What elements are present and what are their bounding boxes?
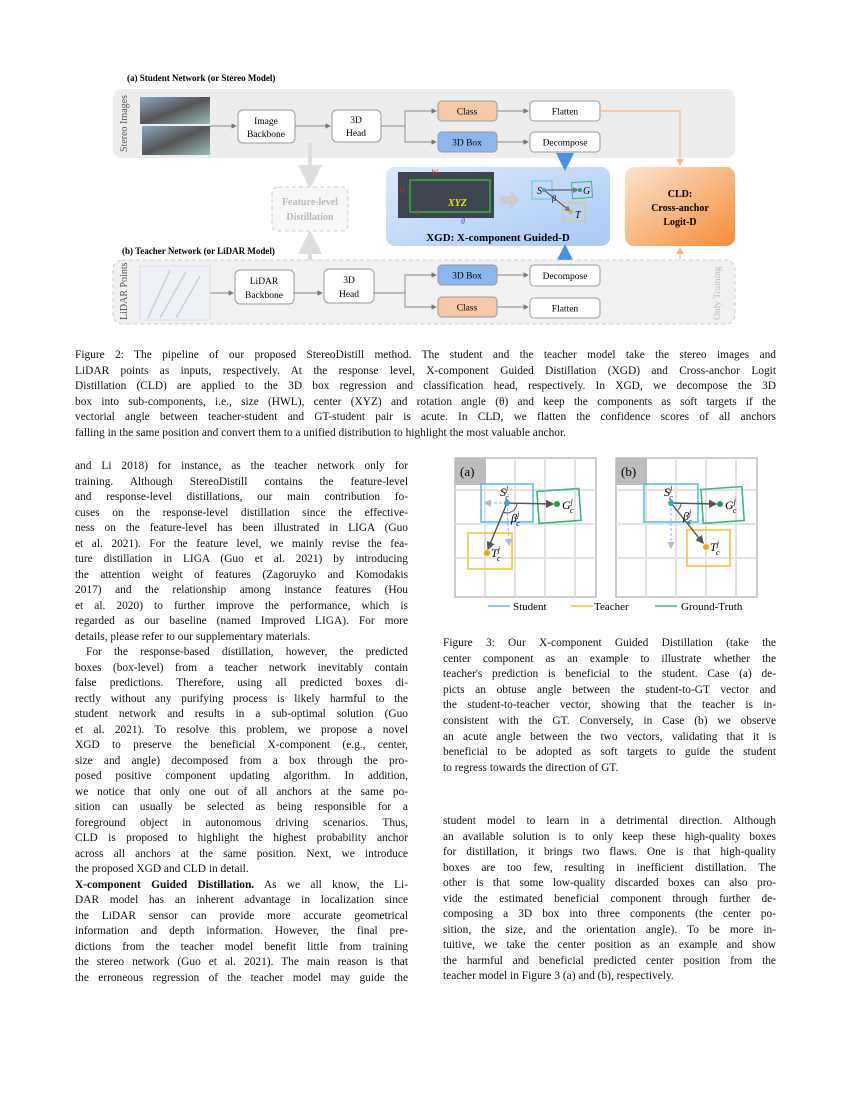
- svg-text:3D: 3D: [350, 116, 362, 126]
- svg-text:Decompose: Decompose: [542, 272, 588, 282]
- stereo-images-label: Stereo Images: [119, 95, 130, 152]
- text-run: As we all know, the Li-: [254, 878, 408, 891]
- svg-text:Student: Student: [513, 601, 547, 613]
- text-line: other is that some low-quality discarded boxes can also pro-: [443, 877, 776, 889]
- text-line: student network and results in a sub-optimal solution (Guo: [75, 708, 408, 720]
- text-line: Figure 3: Our X-component Guided Distillation (take the: [443, 637, 776, 649]
- caption-line: box into sub-components, i.e., size (HWL), center (XYZ) and rotation angle (θ) and keep the components as soft targets if the: [75, 395, 776, 408]
- svg-text:Decompose: Decompose: [542, 138, 588, 149]
- math-label: $G^j$ c: [725, 497, 737, 515]
- student-class-box: [438, 101, 497, 121]
- cld-box: [625, 167, 735, 246]
- text-line: DAR model has an inherent advantage in localization since: [75, 894, 408, 906]
- figure-3-panel-b: [616, 458, 757, 597]
- text-line: boxes are too few, resulting in inefficient distillation. The: [443, 861, 776, 874]
- caption-line: falling in the same position and convert them to a unified distribution to highlight the most valuable anchor.: [75, 426, 566, 439]
- svg-text:Cross-anchor: Cross-anchor: [651, 203, 709, 214]
- xgd-title: XGD: X-component Guided-D: [426, 232, 570, 244]
- student-decompose-box: [530, 132, 600, 152]
- text-line: consistent with the GT. Conversely, in Case (b) we observe: [443, 714, 776, 727]
- left-column-text: [75, 459, 408, 986]
- right-column-text: [443, 814, 776, 985]
- text-line: For the response-based distillation, however, the predicted: [86, 646, 408, 658]
- text-line: cuses on the response-level distillation since the effective-: [75, 506, 408, 519]
- text-line: et al. 2021). To resolve this problem, we propose a novel: [75, 723, 408, 736]
- svg-text:3D Box: 3D Box: [452, 138, 482, 149]
- figure-3-panel-a: [455, 458, 596, 597]
- car-image: [398, 172, 494, 218]
- svg-text:β: β: [552, 194, 556, 203]
- text-line: 2017) and the relationship among instance features (Hou: [75, 584, 408, 596]
- svg-text:Feature-level: Feature-level: [282, 197, 338, 208]
- svg-text:Head: Head: [338, 290, 360, 300]
- stereo-image-left: [140, 97, 210, 124]
- svg-text:Flatten: Flatten: [551, 107, 579, 118]
- math-label: $T^j$ c: [710, 539, 720, 557]
- text-line: and Li 2018) for instance, as the teacher network only for: [75, 460, 408, 472]
- image-backbone-box: [238, 110, 295, 143]
- svg-text:Head: Head: [345, 129, 367, 139]
- text-line: an acute angle between the two vectors, validating that it is: [443, 730, 776, 743]
- svg-text:Flatten: Flatten: [551, 304, 579, 315]
- text-line: sition can usually be selected as being responsible for a: [75, 801, 408, 813]
- panel-label: (b): [621, 464, 637, 479]
- text-line: dictions from the teacher model benefit little from training: [75, 940, 408, 953]
- figure-2-caption: [75, 348, 776, 442]
- teacher-class-box: [438, 297, 497, 317]
- text-line: tuitive, we take the center position as an example and show: [443, 939, 776, 951]
- text-line: et al. 2020) to further improve the performance, which is: [75, 599, 408, 612]
- caption-line: Figure 2: The pipeline of our proposed StereoDistill method. The student and the teacher model take the stereo images and: [75, 349, 776, 361]
- teacher-decompose-box: [530, 265, 600, 286]
- svg-text:θ: θ: [461, 217, 465, 226]
- student-3d-box-box: [438, 132, 497, 152]
- text-line: vide the estimated beneficial component through further de-: [443, 892, 776, 905]
- svg-text:H: H: [399, 186, 405, 195]
- xgd-panel: [386, 167, 610, 246]
- caption-line: LiDAR points as inputs, respectively. At the response level, X-component Guided Distillation (XGD) and Cross-anchor Logit: [75, 364, 776, 377]
- figure-3-legend: [488, 601, 743, 613]
- svg-text:L: L: [415, 207, 420, 216]
- svg-text:Ground-Truth: Ground-Truth: [681, 601, 743, 613]
- svg-text:W: W: [431, 168, 438, 177]
- math-label: $S^j$ c: [664, 484, 673, 502]
- lidar-backbone-box: [235, 270, 294, 304]
- svg-text:S: S: [537, 186, 542, 197]
- svg-text:3D: 3D: [343, 276, 355, 286]
- text-line: ness on the feature-level has been illustrated in LIGA (Guo: [75, 522, 408, 534]
- text-line: information and depth information. However, the final pre-: [75, 925, 408, 937]
- text-line: the erroneous regression of the teacher model may guide the: [75, 971, 408, 984]
- figure-3-caption: [443, 636, 776, 776]
- svg-text:G: G: [583, 186, 591, 197]
- text-line: center component as an example to illustrate whether the: [443, 652, 776, 665]
- text-line: [75, 878, 408, 894]
- text-line: rectly without any purifying process is likely harmful to the: [75, 692, 408, 705]
- text-line: size and angle) decomposed from a box through the pro-: [75, 754, 408, 767]
- svg-text:LiDAR: LiDAR: [249, 277, 279, 287]
- panel-label: (a): [460, 464, 475, 479]
- student-network-title: (a) Student Network (or Stereo Model): [127, 73, 276, 83]
- stereo-image-right: [142, 126, 210, 155]
- svg-text:T: T: [575, 210, 581, 221]
- text-line: CLD is proposed to highlight the highest probability anchor: [75, 832, 408, 844]
- svg-text:Logit-D: Logit-D: [663, 217, 697, 228]
- text-line: foreground object in autonomous driving scenarios. Thus,: [75, 816, 408, 829]
- text-line: the LiDAR sensor can provide more accurate geometrical: [75, 909, 408, 922]
- svg-text:Class: Class: [456, 303, 478, 314]
- section-heading: X-component Guided Distillation.: [75, 878, 255, 891]
- text-line: training. Although StereoDistill contains the feature-level: [75, 475, 408, 488]
- text-line: picts an obtuse angle between the student-to-GT vector and: [443, 683, 776, 696]
- text-line: an available solution is to only keep these high-quality boxes: [443, 830, 776, 843]
- svg-text:Distillation: Distillation: [286, 212, 334, 223]
- math-label: $\beta^j$ c: [511, 510, 520, 528]
- text-line: posed positive component updating algorithm. In addition,: [75, 770, 408, 782]
- math-label: $G^j$ c: [562, 497, 574, 515]
- student-3d-head-box: [332, 110, 381, 142]
- figure-2-pipeline: [0, 0, 850, 340]
- text-line: the student-to-teacher vector, showing that the teacher is in-: [443, 699, 776, 712]
- svg-text:Image: Image: [254, 117, 278, 127]
- text-line: teacher's prediction is beneficial to the student. Case (a) de-: [443, 668, 776, 681]
- teacher-3d-head-box: [324, 269, 374, 303]
- lidar-points-label: LiDAR Points: [119, 262, 130, 320]
- svg-text:Backbone: Backbone: [245, 291, 283, 301]
- text-line: ture distillation in LIGA (Guo et al. 2021) by introducing: [75, 553, 408, 565]
- text-line: the proposed XGD and CLD in detail.: [75, 863, 249, 875]
- text-line: details, please refer to our supplementary materials.: [75, 630, 311, 643]
- svg-text:XYZ: XYZ: [448, 198, 467, 209]
- text-line: boxes (box-level) from a teacher network inevitably contain: [75, 661, 408, 674]
- figure-3-diagram: [440, 450, 780, 620]
- svg-text:CLD:: CLD:: [667, 189, 693, 200]
- text-line: regarded as our baseline (named Improved LIGA). For more: [75, 615, 408, 627]
- text-line: sition, the size, and the orientation angle). To be more in-: [443, 923, 776, 936]
- text-line: the attention weight of features (Zagoruyko and Komodakis: [75, 568, 408, 581]
- svg-text:Teacher: Teacher: [594, 601, 629, 613]
- text-line: across all anchors at the same position. Next, we introduce: [75, 847, 408, 860]
- math-label: $T^j$ c: [491, 545, 501, 563]
- svg-text:Class: Class: [456, 107, 478, 118]
- caption-line: Distillation (CLD) are applied to the 3D box regression and classification head, respectively. In XGD, we decompose the 3D: [75, 380, 776, 393]
- text-line: the harmful and beneficial predicted center position from the: [443, 954, 776, 967]
- text-line: et al. 2021). For the feature level, we mainly revise the fea-: [75, 537, 408, 550]
- text-line: student model to learn in a detrimental direction. Although: [443, 815, 776, 827]
- feature-level-distillation-box: [272, 187, 348, 231]
- text-line: beneficial to be adopted as soft targets to guide the student: [443, 746, 776, 759]
- text-line: the stereo network (Guo et al. 2021). The main reason is that: [75, 956, 408, 968]
- text-line: teacher model in Figure 3 (a) and (b), respectively.: [443, 970, 674, 982]
- text-line: to regress towards the direction of GT.: [443, 761, 619, 774]
- caption-line: vectorial angle between teacher-student and GT-student pair is acute. In CLD, we flatten the confidence scores of all anchors: [75, 411, 776, 424]
- text-line: XGD to preserve the beneficial X-component (e.g., center,: [75, 739, 408, 751]
- teacher-flatten-box: [530, 298, 600, 318]
- svg-text:3D Box: 3D Box: [452, 271, 482, 282]
- text-line: and response-level distillations, our main contribution fo-: [75, 491, 408, 503]
- teacher-3d-box-box: [438, 265, 497, 285]
- math-label: $S^j$ c: [500, 484, 509, 502]
- text-line: false predictions. Therefore, using all predicted boxes di-: [75, 677, 408, 689]
- text-line: composing a 3D box into three components (the center po-: [443, 908, 776, 920]
- student-flatten-box: [530, 101, 600, 121]
- only-training-label: Only Training: [713, 266, 723, 320]
- text-line: we notice that only one out of all anchors at the same po-: [75, 785, 408, 798]
- math-label: $\beta^j$ c: [683, 508, 692, 526]
- svg-text:Backbone: Backbone: [247, 130, 285, 140]
- teacher-network-title: (b) Teacher Network (or LiDAR Model): [122, 246, 275, 256]
- text-line: for distillation, it brings two flaws. One is that high-quality: [443, 846, 776, 858]
